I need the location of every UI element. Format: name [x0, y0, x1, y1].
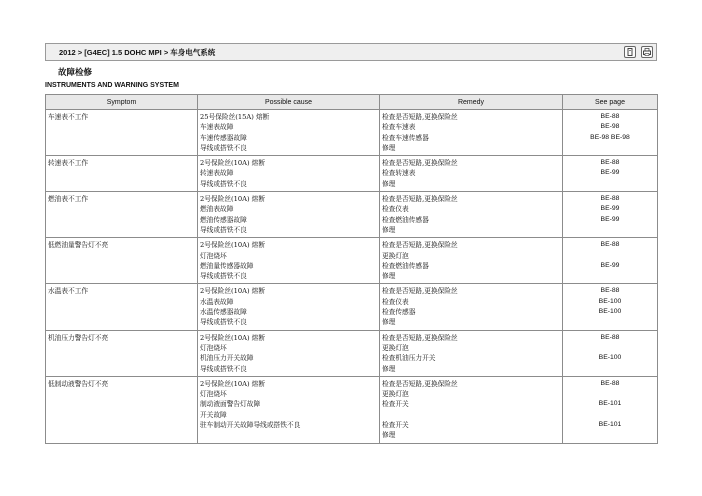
symptom-text: 车速表不工作	[48, 113, 89, 121]
symptom-cell	[46, 110, 198, 156]
see-page-line[interactable]: BE-99	[600, 205, 620, 213]
see-page-cell	[563, 192, 658, 238]
see-page-cell	[563, 284, 658, 330]
cause-line: 灯泡烧坏	[200, 251, 227, 260]
cause-line: 导线或搭铁不良	[200, 143, 247, 152]
cause-line: 25号保险丝(15A) 熔断	[200, 113, 270, 121]
see-page-cell	[563, 376, 658, 443]
cause-line: 开关故障	[200, 410, 227, 419]
remedy-line: 修理	[382, 318, 396, 327]
see-page-line[interactable]: BE-88	[600, 379, 620, 387]
table-row	[46, 284, 658, 330]
remedy-line: 检查开关	[382, 421, 409, 430]
table-row	[46, 376, 658, 443]
cause-line: 2号保险丝(10A) 熔断	[200, 195, 266, 204]
remedy-line: 修理	[382, 179, 396, 188]
column-header-possible-cause: Possible cause	[198, 95, 380, 110]
remedy-cell	[380, 238, 563, 284]
cause-line: 导线或搭铁不良	[200, 272, 247, 281]
remedy-cell	[380, 284, 563, 330]
see-page-line[interactable]: BE-101	[598, 421, 622, 429]
symptom-cell	[46, 284, 198, 330]
see-page-line[interactable]	[565, 364, 655, 374]
table-row	[46, 330, 658, 376]
cause-line: 车速传感器故障	[200, 133, 247, 142]
cause-line: 制动液面警告灯故障	[200, 400, 261, 409]
see-page-line[interactable]: BE-88	[600, 195, 620, 203]
see-page-line[interactable]	[565, 251, 655, 261]
symptom-cell	[46, 376, 198, 443]
see-page-line[interactable]: BE-88	[600, 287, 620, 295]
see-page-line[interactable]: BE-100	[598, 297, 622, 305]
remedy-cell	[380, 156, 563, 192]
remedy-line: 检查是否短路,更换保险丝	[382, 379, 458, 388]
remedy-line: 检查燃油传感器	[382, 261, 429, 270]
see-page-cell	[563, 330, 658, 376]
column-header-see-page: See page	[563, 95, 658, 110]
symptom-cell	[46, 192, 198, 238]
cause-line: 2号保险丝(10A) 熔断	[200, 287, 266, 296]
see-page-line[interactable]: BE-98 BE-98	[590, 133, 630, 141]
remedy-line: 检查是否短路,更换保险丝	[382, 195, 458, 204]
table-row	[46, 110, 658, 156]
cause-line: 转速表故障	[200, 169, 234, 178]
see-page-cell	[563, 238, 658, 284]
cause-line: 灯泡烧坏	[200, 343, 227, 352]
symptom-text: 水温表不工作	[48, 287, 89, 296]
column-header-remedy: Remedy	[380, 95, 563, 110]
print-icon[interactable]	[641, 46, 653, 58]
remedy-line: 检查车速传感器	[382, 133, 429, 142]
remedy-line: 更换灯泡	[382, 343, 409, 352]
cause-line: 燃油表故障	[200, 205, 234, 214]
table-row	[46, 156, 658, 192]
see-page-line[interactable]: BE-99	[600, 169, 620, 177]
cause-cell	[198, 284, 380, 330]
column-header-symptom: Symptom	[46, 95, 198, 110]
see-page-line[interactable]	[565, 225, 655, 235]
cause-line: 2号保险丝(10A) 熔断	[200, 379, 266, 388]
cause-line: 燃油量传感器故障	[200, 261, 254, 270]
cause-line: 车速表故障	[200, 123, 234, 132]
remedy-line: 更换灯泡	[382, 390, 409, 399]
see-page-line[interactable]	[565, 410, 655, 420]
symptom-cell	[46, 156, 198, 192]
see-page-line[interactable]	[565, 430, 655, 440]
remedy-line: 修理	[382, 364, 396, 373]
see-page-line[interactable]: BE-99	[600, 261, 620, 269]
remedy-line: 检查车速表	[382, 123, 416, 132]
cause-line: 燃油传感器故障	[200, 215, 247, 224]
remedy-line	[382, 410, 560, 420]
see-page-cell	[563, 110, 658, 156]
remedy-cell	[380, 330, 563, 376]
see-page-line[interactable]	[565, 143, 655, 153]
cause-line: 灯泡烧坏	[200, 390, 227, 399]
remedy-line: 检查是否短路,更换保险丝	[382, 159, 458, 168]
symptom-text: 机油压力警告灯不亮	[48, 333, 109, 342]
see-page-line[interactable]: BE-88	[600, 159, 620, 167]
remedy-cell	[380, 376, 563, 443]
remedy-line: 修理	[382, 143, 396, 152]
cause-cell	[198, 110, 380, 156]
cause-line: 水温传感器故障	[200, 308, 247, 317]
see-page-line[interactable]	[565, 317, 655, 327]
cause-line: 导线或搭铁不良	[200, 364, 247, 373]
see-page-line[interactable]: BE-100	[598, 354, 622, 362]
remedy-line: 检查转速表	[382, 169, 416, 178]
document-icon[interactable]	[624, 46, 636, 58]
section-title: INSTRUMENTS AND WARNING SYSTEM	[45, 82, 179, 89]
symptom-text: 燃油表不工作	[48, 195, 89, 204]
remedy-line: 修理	[382, 272, 396, 281]
remedy-line: 检查仪表	[382, 205, 409, 214]
remedy-cell	[380, 192, 563, 238]
cause-line: 导线或搭铁不良	[200, 179, 247, 188]
see-page-line[interactable]: BE-88	[600, 113, 620, 120]
symptom-text: 低燃油量警告灯不亮	[48, 241, 109, 250]
symptom-cell	[46, 330, 198, 376]
remedy-line: 修理	[382, 225, 396, 234]
cause-line: 2号保险丝(10A) 熔断	[200, 159, 266, 168]
see-page-line[interactable]: BE-100	[598, 308, 622, 316]
breadcrumb[interactable]: 2012 > [G4EC] 1.5 DOHC MPI > 车身电气系统	[59, 48, 216, 57]
remedy-line: 检查是否短路,更换保险丝	[382, 241, 458, 250]
see-page-cell	[563, 156, 658, 192]
remedy-cell	[380, 110, 563, 156]
cause-line: 驻车制动开关故障导线或搭铁不良	[200, 421, 301, 430]
cause-line: 导线或搭铁不良	[200, 318, 247, 327]
see-page-line[interactable]: BE-88	[600, 333, 620, 341]
remedy-line: 检查是否短路,更换保险丝	[382, 287, 458, 296]
symptom-text: 转速表不工作	[48, 159, 89, 168]
remedy-line: 检查机油压力开关	[382, 354, 436, 363]
cause-line: 2号保险丝(10A) 熔断	[200, 333, 266, 342]
see-page-line[interactable]: BE-98	[600, 123, 620, 131]
cause-line: 2号保险丝(10A) 熔断	[200, 241, 266, 250]
see-page-line[interactable]	[565, 271, 655, 281]
remedy-line: 检查开关	[382, 400, 409, 409]
cause-line: 机油压力开关故障	[200, 354, 254, 363]
see-page-line[interactable]: BE-88	[600, 241, 620, 249]
cause-cell	[198, 156, 380, 192]
cause-cell	[198, 376, 380, 443]
cause-cell	[198, 192, 380, 238]
breadcrumb-bar	[45, 43, 657, 61]
remedy-line: 检查传感器	[382, 308, 416, 317]
remedy-line: 检查燃油传感器	[382, 215, 429, 224]
cause-line: 导线或搭铁不良	[200, 225, 247, 234]
remedy-line: 更换灯泡	[382, 251, 409, 260]
table-header-row	[46, 95, 658, 110]
cause-line: 水温表故障	[200, 297, 234, 306]
remedy-line: 修理	[382, 431, 396, 440]
see-page-line[interactable]	[565, 179, 655, 189]
remedy-line: 检查是否短路,更换保险丝	[382, 113, 458, 121]
see-page-line[interactable]	[565, 389, 655, 399]
remedy-line: 检查仪表	[382, 297, 409, 306]
see-page-line[interactable]	[565, 343, 655, 353]
remedy-line: 检查是否短路,更换保险丝	[382, 333, 458, 342]
see-page-line[interactable]: BE-101	[598, 400, 622, 408]
cause-cell	[198, 238, 380, 284]
table-row	[46, 238, 658, 284]
page-title: 故障检修	[58, 68, 93, 78]
table-row	[46, 192, 658, 238]
cause-cell	[198, 330, 380, 376]
symptom-text: 低制动液警告灯不亮	[48, 379, 109, 388]
symptom-cell	[46, 238, 198, 284]
cause-line	[200, 430, 377, 440]
troubleshooting-table	[45, 94, 658, 444]
see-page-line[interactable]: BE-99	[600, 215, 620, 223]
